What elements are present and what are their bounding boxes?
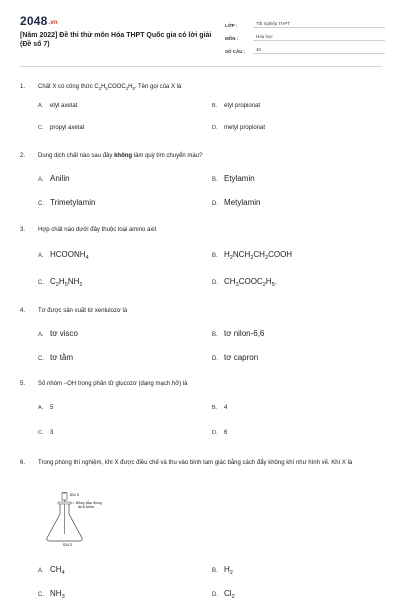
option-a[interactable]: A. tơ visco [38,329,78,338]
meta-value: 40 [253,47,385,54]
question-number: 6. [20,460,26,466]
meta-key: MÔN : [225,36,239,41]
option-d[interactable]: D. $CH_3COOC_2H_5$. [212,277,277,288]
option-b[interactable]: B. $H_2NCH_2CH_2COOH$ [212,250,293,261]
question-number: 3. [20,227,26,233]
question-text: Trong phòng thí nghiệm, khí X được điều chế và thu vào bình tam giác bằng cách đẩy không khí như hình vẽ. Khí X là [38,460,353,466]
logo-suffix: .vn [48,20,58,26]
option-d[interactable]: D. tơ capron [212,353,259,362]
option-a[interactable]: A. Anilin [38,174,70,183]
cotton-plug [58,502,71,504]
meta-info [225,15,385,54]
option-c[interactable]: C. $C_2H_5NH_2$ [38,277,83,288]
question-text: Dung dịch chất nào sau đây không làm quỳ tím chuyển màu? [38,153,203,159]
figure-label-mid: Bông tẩm dung dịch kiềm [76,501,102,509]
question-text: Hợp chất nào dưới đây thuộc loại amino axit [38,227,157,233]
meta-row-grade [225,15,385,28]
option-c[interactable]: C. 3 [38,430,54,436]
option-b[interactable]: B. 4 [212,405,228,411]
option-c[interactable]: C. $NH_3$ [38,589,65,600]
option-d[interactable]: D. $Cl_2$ [212,589,235,600]
tube-stopper [62,493,67,500]
option-c[interactable]: C. Trimetylamin [38,198,96,207]
question-number: 4. [20,308,26,314]
question-text: Chất X có công thức $C_2H_5COOC_2H_5$. Tên gọi của X là [38,84,182,91]
meta-value: Tốt nghiệp THPT [253,21,385,28]
meta-row-subject [225,28,385,41]
option-d[interactable]: D. Metylamin [212,198,261,207]
meta-value: Hóa học [253,34,385,41]
document-header [0,0,400,68]
question-text: Tơ được sản xuất từ xenlulozơ là [38,308,128,314]
option-a[interactable]: A. 5 [38,405,54,411]
option-b[interactable]: B. Etylamin [212,174,255,183]
question-text: Số nhóm −OH trong phân tử glucozơ (dạng mạch hở) là [38,381,188,387]
erlenmeyer-flask-figure [40,490,140,552]
option-a[interactable]: A. $HCOONH_4$ [38,250,89,261]
site-logo[interactable] [20,14,58,28]
question-number: 1. [20,84,26,90]
option-b[interactable]: B. $H_2$ [212,565,233,576]
logo-text: 2048 [20,14,48,28]
option-d[interactable]: D. 6 [212,430,228,436]
figure-label-bottom: Khí X [63,543,73,547]
figure-label-top: Khí X [70,493,80,497]
meta-key: SỐ CÂU : [225,49,246,54]
option-c[interactable]: C. tơ tằm [38,353,74,362]
meta-row-count [225,41,385,54]
question-number: 5. [20,381,26,387]
option-d[interactable]: D. metyl propionat [212,125,266,131]
option-a[interactable]: A. $CH_4$ [38,565,65,576]
option-b[interactable]: B. tơ nilon-6,6 [212,329,265,338]
question-number: 2. [20,153,26,159]
option-a[interactable]: A. etyl axetat [38,103,78,109]
meta-key: LỚP : [225,23,238,28]
document-title: [Năm 2022] Đề thi thử môn Hóa THPT Quốc gia có lời giải (Đề số 7) [20,32,212,48]
header-divider [20,66,382,67]
option-c[interactable]: C. propyl axetat [38,125,85,131]
option-b[interactable]: B. etyl propionat [212,103,261,109]
